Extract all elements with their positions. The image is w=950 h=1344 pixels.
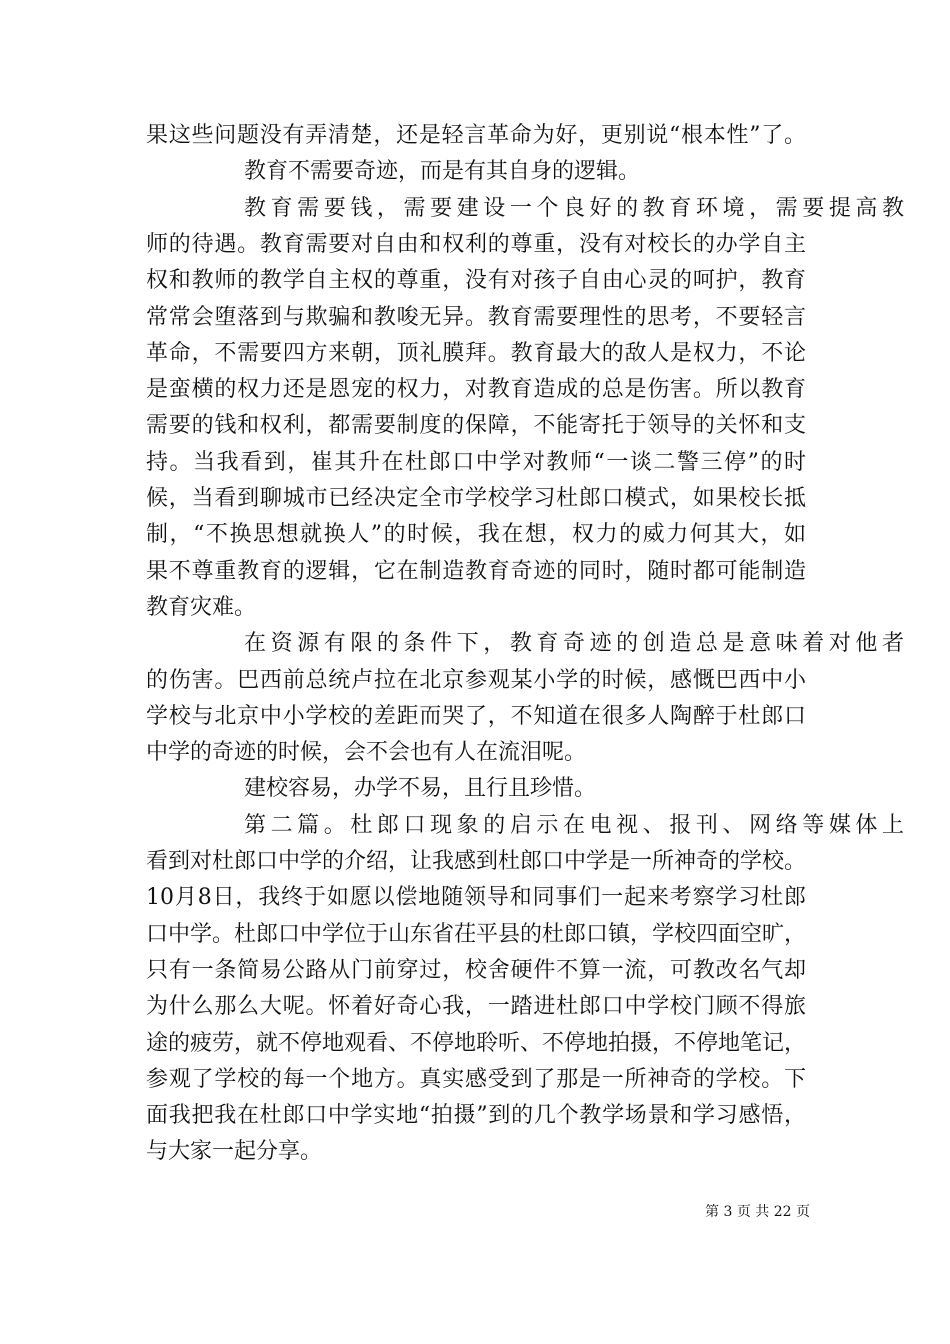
text-line: 的伤害。巴西前总统卢拉在北京参观某小学的时候，感慨巴西中小 xyxy=(146,667,806,693)
text-line: 途的疲劳，就不停地观看、不停地聆听、不停地拍摄，不停地笔记， xyxy=(146,1030,807,1056)
text-line: 为什么那么大呢。怀着好奇心我，一踏进杜郎口中学校门顾不得旅 xyxy=(146,994,806,1020)
text-line: 果这些问题没有弄清楚，还是轻言革命为好，更别说“根本性”了。 xyxy=(146,123,806,148)
text-line: 教育不需要奇迹，而是有其自身的逻辑。 xyxy=(244,159,641,185)
text-line: 教育灾难。 xyxy=(146,594,257,620)
page-number-footer: 第 3 页 共 22 页 xyxy=(705,1204,810,1220)
text-line: 与大家一起分享。 xyxy=(146,1139,323,1165)
text-line: 参观了学校的每一个地方。真实感受到了那是一所神奇的学校。下 xyxy=(146,1066,806,1092)
text-line: 在资源有限的条件下，教育奇迹的创造总是意味着对他者 xyxy=(244,631,904,657)
text-line: 口中学。杜郎口中学位于山东省茌平县的杜郎口镇，学校四面空旷， xyxy=(146,921,807,947)
text-line: 果不尊重教育的逻辑，它在制造教育奇迹的同时，随时都可能制造 xyxy=(146,558,806,584)
text-line: 学校与北京中小学校的差距而哭了，不知道在很多人陶醉于杜郎口 xyxy=(146,703,806,729)
text-line: 10月8日，我终于如愿以偿地随领导和同事们一起来考察学习杜郎 xyxy=(146,885,806,911)
text-line: 中学的奇迹的时候，会不会也有人在流泪呢。 xyxy=(146,740,587,766)
text-line: 权和教师的教学自主权的尊重，没有对孩子自由心灵的呵护，教育 xyxy=(146,268,806,294)
text-line: 需要的钱和权利，都需要制度的保障，不能寄托于领导的关怀和支 xyxy=(146,413,806,439)
text-line: 制，“不换思想就换人”的时候，我在想，权力的威力何其大，如 xyxy=(146,522,806,548)
text-line: 只有一条简易公路从门前穿过，校舍硬件不算一流，可教改名气却 xyxy=(146,957,806,983)
text-line: 常常会堕落到与欺骗和教唆无异。教育需要理性的思考，不要轻言 xyxy=(146,304,806,330)
text-line: 第二篇。杜郎口现象的启示在电视、报刊、网络等媒体上 xyxy=(244,812,904,838)
text-line: 教育需要钱，需要建设一个良好的教育环境，需要提高教 xyxy=(244,195,904,221)
text-line: 建校容易，办学不易，且行且珍惜。 xyxy=(244,776,597,802)
text-line: 持。当我看到，崔其升在杜郎口中学对教师“一谈二警三停”的时 xyxy=(146,449,806,475)
text-line: 候，当看到聊城市已经决定全市学校学习杜郎口模式，如果校长抵 xyxy=(146,486,806,511)
text-line: 师的待遇。教育需要对自由和权利的尊重，没有对校长的办学自主 xyxy=(146,231,806,257)
text-line: 是蛮横的权力还是恩宠的权力，对教育造成的总是伤害。所以教育 xyxy=(146,377,806,403)
text-line: 面我把我在杜郎口中学实地“拍摄”到的几个教学场景和学习感悟， xyxy=(146,1103,806,1129)
text-line: 看到对杜郎口中学的介绍，让我感到杜郎口中学是一所神奇的学校。 xyxy=(146,849,807,874)
text-line: 革命，不需要四方来朝，顶礼膜拜。教育最大的敌人是权力，不论 xyxy=(146,340,806,366)
